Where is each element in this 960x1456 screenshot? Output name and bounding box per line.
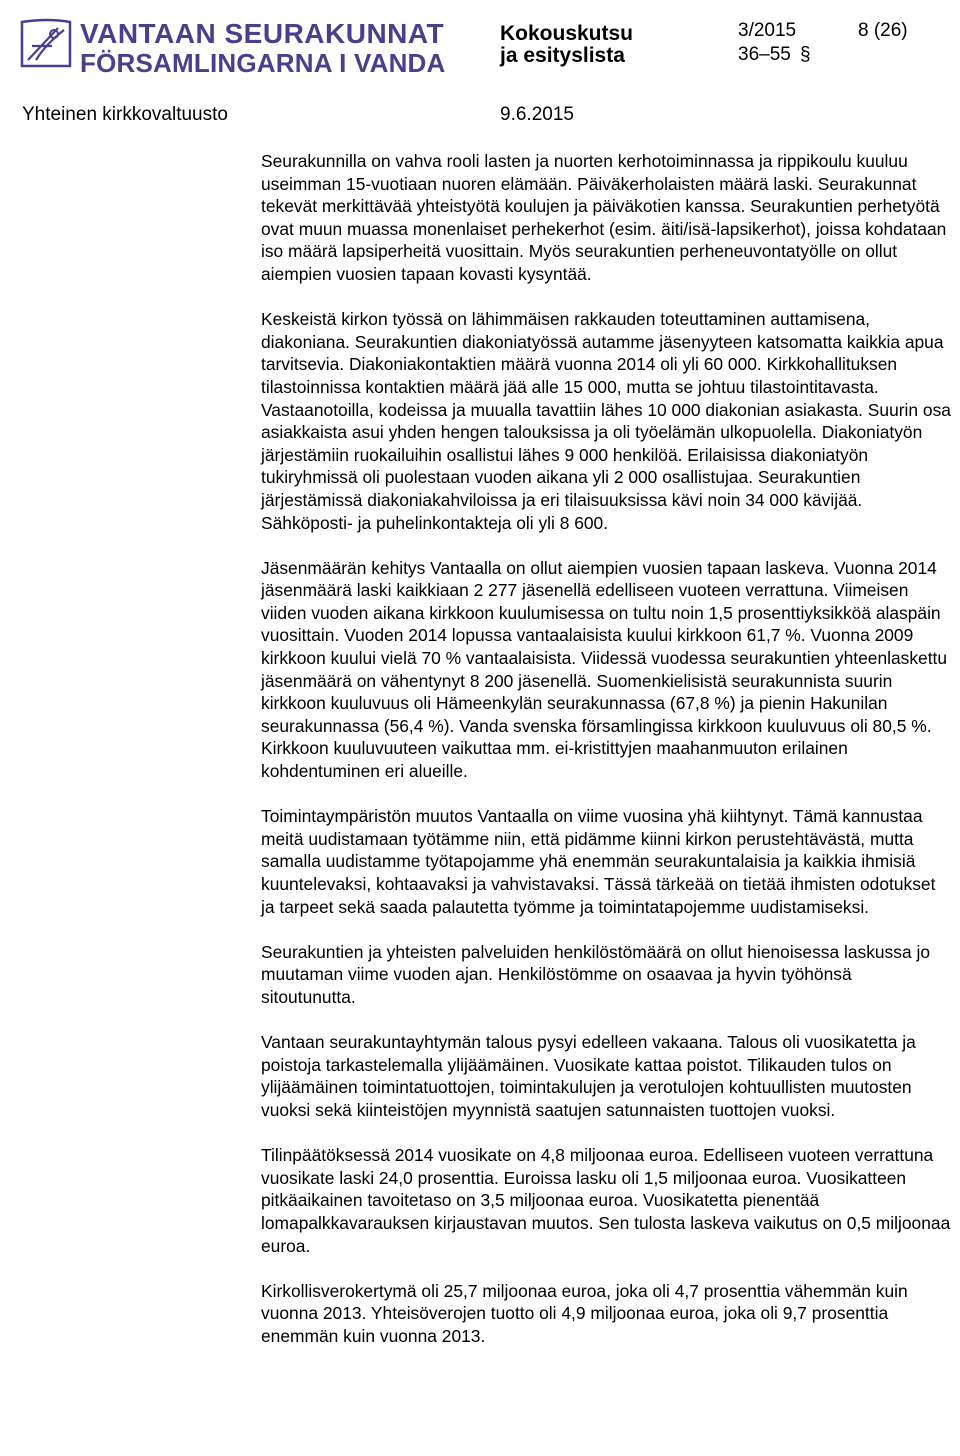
section-range: 36–55	[738, 44, 791, 65]
document-type-subtitle: ja esityslista	[500, 44, 625, 67]
meeting-date: 9.6.2015	[500, 104, 574, 125]
paragraph: Tilinpäätöksessä 2014 vuosikate on 4,8 miljoonaa euroa. Edelliseen vuoteen verrattuna vuosikate laski 24,0 prosenttia. Euroissa lasku oli 1,5 miljoonaa euroa. Vuosikatteen pitkäaikainen tavoitetaso on 3,5 miljoonaa euroa. Vuosikatetta pienentää lomapalkkavarauksen kirjaustavan muutos. Sen tulosta laskeva vaikutus on 0,5 miljoonaa euroa.	[261, 1145, 951, 1256]
page-number: 8 (26)	[858, 20, 908, 41]
document-body	[261, 150, 951, 1370]
church-logo-icon	[18, 16, 74, 72]
organization-logo	[18, 8, 446, 80]
logo-text-line1: VANTAAN SEURAKUNNAT	[80, 18, 445, 49]
document-number: 3/2015	[738, 20, 797, 41]
paragraph: Seurakuntien ja yhteisten palveluiden henkilöstömäärä on ollut hienoisessa laskussa jo muutaman viime vuoden ajan. Henkilöstömme on osaavaa ja hyvin työhönsä sitoutunutta.	[261, 941, 930, 1007]
paragraph: Kirkollisverokertymä oli 25,7 miljoonaa euroa, joka oli 4,7 prosenttia vähemmän kuin vuonna 2013. Yhteisöverojen tuotto oli 4,9 miljoonaa euroa, joka oli 9,7 prosenttia enemmän kuin vuonna 2013.	[261, 1280, 908, 1346]
paragraph: Jäsenmäärän kehitys Vantaalla on ollut aiempien vuosien tapaan laskeva. Vuonna 2014 jäsenmäärä laski kaikkiaan 2 277 jäsenellä edelliseen vuoteen verrattuna. Viimeisen viiden vuoden aikana kirkkoon kuulumisessa on tultu noin 1,5 prosenttiyksikköä alaspäin vuosittain. Vuoden 2014 lopussa vantaalaisista kuului kirkkoon 61,7 %. Vuonna 2009 kirkkoon kuului vielä 70 % vantaalaisista. Viidessä vuodessa seurakuntien yhteenlaskettu jäsenmäärä on vähentynyt 8 200 jäsenellä. Suomenkielisistä seurakunnista suurin kirkkoon kuuluvuus oli Hämeenkylän seurakunnassa (67,8 %) ja pienin Hakunilan seurakunnassa (56,4 %). Vanda svenska församlingissa kirkkoon kuuluvuus oli 80,5 %. Kirkkoon kuuluvuuteen vaikuttaa mm. ei-kristittyjen maahanmuuton erilainen kohdentuminen eri alueille.	[261, 557, 948, 782]
paragraph: Keskeistä kirkon työssä on lähimmäisen rakkauden toteuttaminen auttamisena, diakoniana. Seurakuntien diakoniatyössä autamme jäsenyyteen katsomatta kaikkia apua tarvitsevia. Diakoniakontaktien määrä vuonna 2014 oli yli 60 000. Kirkkohallituksen tilastoinnissa kontaktien määrä jää alle 15 000, mutta se johtuu tilastointitavasta. Vastaanotoilla, kodeissa ja muualla tavattiin lähes 10 000 diakonian asiakasta. Suurin osa asiakkaista asui yhden hengen talouksissa ja oli työelämän ulkopuolella. Diakoniatyön järjestämiin ruokailuihin osallistui lähes 9 000 henkilöä. Erilaisissa diakoniatyön tukiryhmissä oli puolestaan vuoden aikana yli 2 000 osallistujaa. Seurakuntien järjestämissä diakoniakahviloissa ja eri tilaisuuksissa kävi noin 34 000 kävijää. Sähköposti- ja puhelinkontakteja oli yli 8 600.	[261, 309, 951, 533]
logo-text-line2: FÖRSAMLINGARNA I VANDA	[80, 48, 446, 78]
paragraph: Toimintaympäristön muutos Vantaalla on viime vuosina yhä kiihtynyt. Tämä kannustaa meitä uudistamaan työtämme niin, että pidämme kiinni kirkon perustehtävästä, mutta samalla uudistamme työtapojamme yhä enemmän seurakuntalaisia ja kaikkia ihmisiä kuuntelevaksi, kohtaavaksi ja vahvistavaksi. Tässä tärkeää on tietää ihmisten odotukset ja tarpeet sekä saada palautetta työmme ja toimintatapojemme uudistamiseksi.	[261, 806, 936, 917]
paragraph: Seurakunnilla on vahva rooli lasten ja nuorten kerhotoiminnassa ja rippikoulu kuuluu useimman 15-vuotiaan nuoren elämään. Päiväkerholaisten määrä laski. Seurakunnat tekevät merkittävää yhteistyötä koulujen ja päiväkotien kanssa. Seurakuntien perhetyötä ovat muun muassa monenlaiset perhekerhot (esim. äiti/isä-lapsikerhot), joissa kohdataan iso määrä lapsiperheitä vuosittain. Myös seurakuntien perheneuvontatyölle on ollut aiempien vuosien tapaan kovasti kysyntää.	[261, 151, 947, 284]
section-sign-icon: §	[800, 44, 811, 65]
document-type-title: Kokouskutsu	[500, 22, 634, 45]
paragraph: Vantaan seurakuntayhtymän talous pysyi edelleen vakaana. Talous oli vuosikatetta ja poistoja tarkastelemalla ylijäämäinen. Vuosikate kattaa poistot. Tilikauden tulos on ylijäämäinen toimintatuottojen, toimintakulujen ja verotulojen kohtuullisten muutosten vuoksi sekä kiinteistöjen myynnistä saatujen satunnaisten tuottojen vuoksi.	[261, 1032, 916, 1120]
organ-name: Yhteinen kirkkovaltuusto	[22, 104, 228, 125]
